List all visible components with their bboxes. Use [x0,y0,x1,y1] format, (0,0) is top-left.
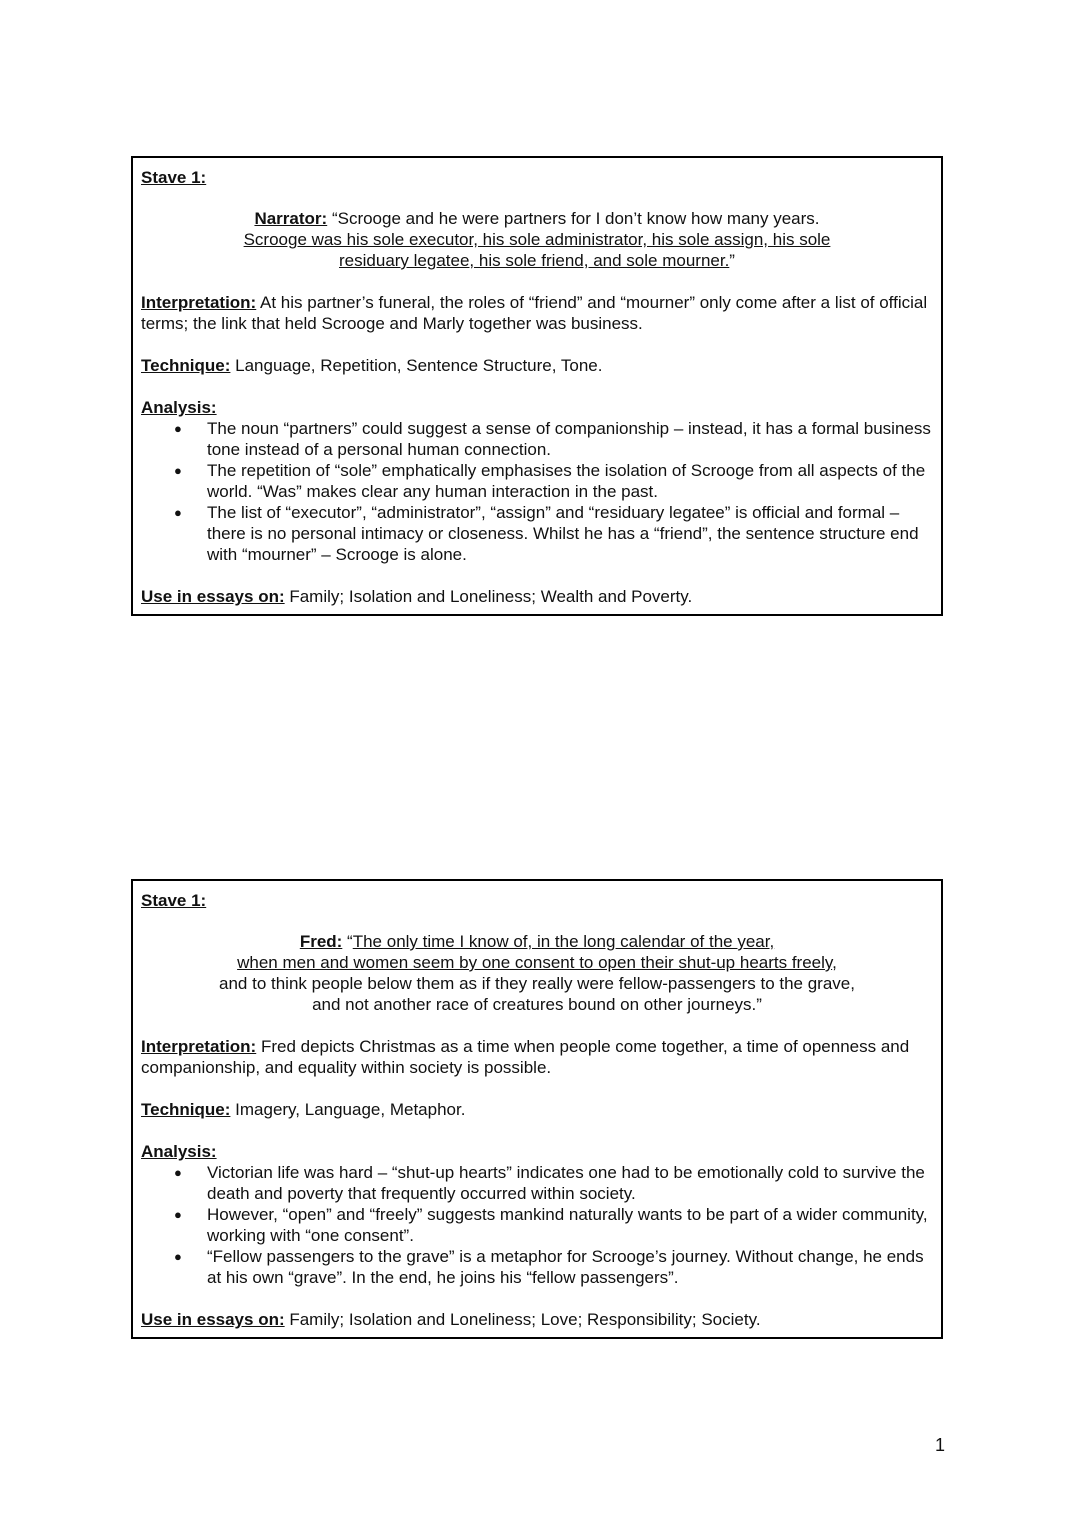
bullet-icon: ● [174,421,182,436]
analysis-section [141,1141,933,1288]
bullet-icon: ● [174,463,182,478]
use-in-essays-label: Use in essays on: [141,587,285,606]
use-in-essays-label: Use in essays on: [141,1310,285,1329]
quote-block [141,208,933,271]
quote-text: The only time I know of, in the long calendar of the year, [352,932,775,951]
stave-title: Stave 1: [141,891,207,910]
analysis-label: Analysis: [141,398,217,417]
quote-speaker: Narrator: [254,209,328,228]
interpretation-section [141,292,933,334]
quote-line-3: and to think people below them as if they really were fellow-passengers to the grave, [219,974,855,993]
analysis-item [141,418,933,460]
quote-comma: , [832,953,837,972]
interpretation-text: At his partner’s funeral, the roles of “friend” and “mourner” only come after a list of official terms; the link that held Scrooge and Marly together was business. [141,293,928,333]
page-number: 1 [935,1435,946,1455]
quote-block [141,931,933,1015]
analysis-item [141,502,933,565]
revision-card-2 [131,879,943,1339]
bullet-icon: ● [174,1249,182,1264]
technique-label: Technique: [141,1100,231,1119]
bullet-icon: ● [174,505,182,520]
bullet-icon: ● [174,1207,182,1222]
analysis-section [141,397,933,565]
use-in-essays-section [141,1309,933,1330]
analysis-list [141,1162,933,1288]
quote-line-4: and not another race of creatures bound on other journeys.” [312,995,762,1014]
quote-open-mark: “ [347,932,353,951]
technique-label: Technique: [141,356,231,375]
analysis-item-text: The list of “executor”, “administrator”, “assign” and “residuary legatee” is official and formal – there is no personal intimacy or closeness. Whilst he has a “friend”, the sentence structure end with “mourner” – Scrooge is alone. [207,503,919,564]
analysis-item [141,1204,933,1246]
quote-speaker: Fred: [299,932,343,951]
interpretation-label: Interpretation: [141,293,257,312]
quote-text: “Scrooge and he were partners for I don’t know how many years. [331,209,820,228]
interpretation-section [141,1036,933,1078]
stave-title: Stave 1: [141,168,207,187]
interpretation-text: Fred depicts Christmas as a time when people come together, a time of openness and companionship, and equality within society is possible. [141,1037,910,1077]
technique-text: Language, Repetition, Sentence Structure, Tone. [230,356,603,375]
analysis-label: Analysis: [141,1142,217,1161]
quote-close-mark: ” [729,251,735,270]
analysis-list [141,418,933,565]
interpretation-label: Interpretation: [141,1037,257,1056]
use-in-essays-section [141,586,933,607]
quote-line-2: Scrooge was his sole executor, his sole administrator, his sole assign, his sole [243,230,831,249]
quote-text: residuary legatee, his sole friend, and sole mourner. [339,251,730,270]
analysis-item-text: The repetition of “sole” emphatically emphasises the isolation of Scrooge from all aspects of the world. “Was” makes clear any human interaction in the past. [207,461,926,501]
technique-section [141,1099,933,1120]
quote-text: when men and women seem by one consent to open their shut-up hearts freely [237,953,833,972]
quote-line-1 [141,208,933,229]
use-in-essays-text: Family; Isolation and Loneliness; Love; Responsibility; Society. [284,1310,761,1329]
use-in-essays-text: Family; Isolation and Loneliness; Wealth and Poverty. [284,587,693,606]
analysis-item-text: Victorian life was hard – “shut-up hearts” indicates one had to be emotionally cold to survive the death and poverty that frequently occurred within society. [207,1163,925,1203]
technique-section [141,355,933,376]
analysis-item-text: However, “open” and “freely” suggests mankind naturally wants to be part of a wider community, working with “one consent”. [207,1205,928,1245]
quote-line-3 [141,250,933,271]
quote-line-2 [141,952,933,973]
bullet-icon: ● [174,1165,182,1180]
analysis-item-text: The noun “partners” could suggest a sense of companionship – instead, it has a formal business tone instead of a personal human connection. [207,419,931,459]
analysis-item [141,1246,933,1288]
revision-card-1 [131,156,943,616]
analysis-item-text: “Fellow passengers to the grave” is a metaphor for Scrooge’s journey. Without change, he ends at his own “grave”. In the end, he joins his “fellow passengers”. [207,1247,924,1287]
quote-line-1 [141,931,933,952]
technique-text: Imagery, Language, Metaphor. [230,1100,466,1119]
analysis-item [141,1162,933,1204]
analysis-item [141,460,933,502]
